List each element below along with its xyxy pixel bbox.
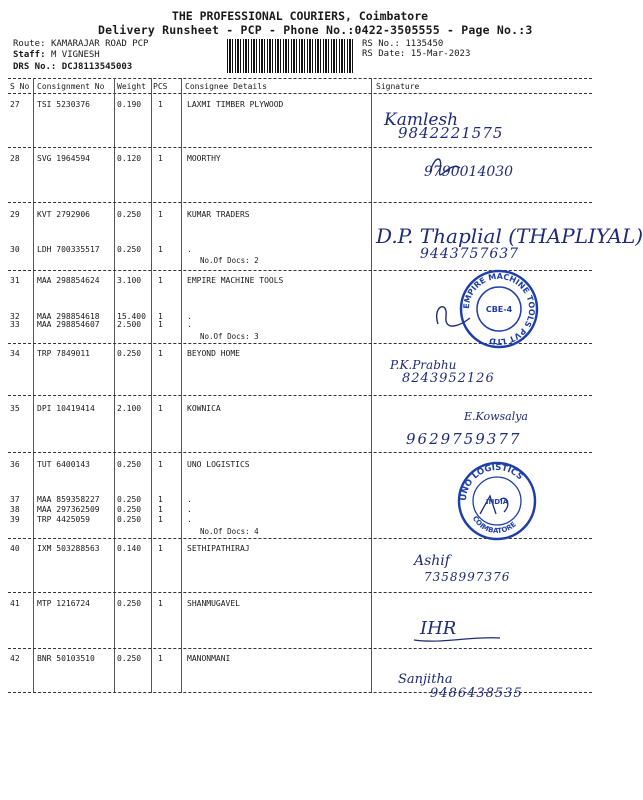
staff-label: Staff: (13, 50, 46, 60)
row-pcs: 1 (158, 654, 163, 663)
row-consignee: SETHIPATHIRAJ (187, 544, 250, 553)
rs-no-value: 1135450 (405, 39, 444, 49)
row-consignee: . (187, 515, 192, 524)
row-sno: 28 (10, 154, 20, 163)
row-pcs: 1 (158, 505, 163, 514)
row-weight: 0.250 (117, 654, 142, 663)
row-consignee: KUMAR TRADERS (187, 210, 250, 219)
empire-stamp-center-text: CBE-4 (485, 305, 513, 314)
row-separator (8, 395, 592, 396)
row-pcs: 1 (158, 544, 163, 553)
row-weight: 0.250 (117, 460, 142, 469)
rs-date-value: 15-Mar-2023 (410, 49, 471, 59)
signature-phone: 9486438535 (430, 686, 523, 701)
row-consignment-no: DPI 10419414 (37, 404, 95, 413)
row-consignee: SHANMUGAVEL (187, 599, 240, 608)
row-sno: 32 (10, 312, 20, 321)
col-divider (114, 78, 115, 693)
col-header-consignment: Consignment No (37, 82, 105, 91)
row-consignment-no: TSI 5230376 (37, 100, 90, 109)
col-header-weight: Weight (117, 82, 146, 91)
row-consignee: . (187, 495, 192, 504)
row-consignment-no: LDH 700335517 (37, 245, 100, 254)
runsheet-title: Delivery Runsheet - PCP - Phone No.:0422-3505555 - Page No.:3 (98, 23, 533, 37)
signature-phone: 8243952126 (402, 371, 495, 386)
rs-date-label: RS Date: (362, 49, 406, 59)
row-sno: 41 (10, 599, 20, 608)
row-consignment-no: MAA 297362509 (37, 505, 100, 514)
row-pcs: 1 (158, 100, 163, 109)
staff-line (13, 50, 100, 60)
row-consignment-no: KVT 2792906 (37, 210, 90, 219)
col-divider (371, 78, 372, 693)
row-sno: 36 (10, 460, 20, 469)
row-weight: 0.140 (117, 544, 142, 553)
signature-phone: 9443757637 (420, 246, 520, 262)
col-header-pcs: PCS (153, 82, 168, 91)
row-sno: 29 (10, 210, 20, 219)
rs-no-label: RS No.: (362, 39, 400, 49)
row-consignee: . (187, 245, 192, 254)
row-consignee: . (187, 312, 192, 321)
drs-label: DRS No.: (13, 62, 57, 72)
signature-phone: 9842221575 (398, 124, 504, 142)
row-pcs: 1 (158, 495, 163, 504)
row-consignment-no: MAA 298854607 (37, 320, 100, 329)
row-sno: 37 (10, 495, 20, 504)
row-sno: 39 (10, 515, 20, 524)
signature-phone: 7358997376 (424, 570, 511, 584)
row-sno: 27 (10, 100, 20, 109)
row-consignment-no: MAA 298854624 (37, 276, 100, 285)
empire-stamp-ring-text: EMPIRE MACHINE TOOLS PVT LTD (461, 271, 537, 347)
empire-stamp (458, 268, 540, 350)
row-consignee: MANONMANI (187, 654, 231, 663)
row-pcs: 1 (158, 460, 163, 469)
row-pcs: 1 (158, 515, 163, 524)
row-weight: 3.100 (117, 276, 142, 285)
row-pcs: 1 (158, 154, 163, 163)
row-weight: 15.400 (117, 312, 146, 321)
signature-phone: 9629759377 (406, 430, 522, 448)
route-value: KAMARAJAR ROAD PCP (50, 39, 149, 49)
row-consignment-no: MAA 298854618 (37, 312, 100, 321)
col-header-consignee: Consignee Details (185, 82, 267, 91)
route-line (13, 39, 148, 49)
row-consignment-no: TRP 7849011 (37, 349, 90, 358)
row-pcs: 1 (158, 320, 163, 329)
row-weight: 0.120 (117, 154, 142, 163)
row-weight: 0.250 (117, 599, 142, 608)
row-weight: 2.100 (117, 404, 142, 413)
row-pcs: 1 (158, 245, 163, 254)
row-consignee: EMPIRE MACHINE TOOLS (187, 276, 284, 285)
row-sno: 42 (10, 654, 20, 663)
row-consignment-no: TUT 6400143 (37, 460, 90, 469)
rs-no-line (362, 39, 443, 49)
doc-count: No.Of Docs: 4 (200, 527, 259, 536)
row-consignment-no: BNR 50103510 (37, 654, 95, 663)
signature-name: IHR (420, 618, 457, 639)
row-pcs: 1 (158, 312, 163, 321)
company-title: THE PROFESSIONAL COURIERS, Coimbatore (171, 9, 429, 23)
row-sno: 31 (10, 276, 20, 285)
signature-name: Sanjitha (398, 672, 453, 687)
row-pcs: 1 (158, 276, 163, 285)
row-consignee: KOWNICA (187, 404, 221, 413)
table-header-rule (8, 93, 592, 94)
row-weight: 0.250 (117, 349, 142, 358)
signature-name: D.P. Thaplial (THAPLIYAL) (376, 224, 643, 248)
row-weight: 2.500 (117, 320, 142, 329)
signature-name: Kamlesh (384, 110, 459, 130)
row-weight: 0.190 (117, 100, 142, 109)
row-weight: 0.250 (117, 245, 142, 254)
row-pcs: 1 (158, 210, 163, 219)
row-pcs: 1 (158, 404, 163, 413)
rs-date-line (362, 49, 470, 59)
row-weight: 0.250 (117, 210, 142, 219)
signature-name: E.Kowsalya (464, 410, 528, 423)
col-divider (151, 78, 152, 693)
signature-underline (412, 628, 502, 648)
drs-value: DCJ8113545003 (61, 62, 133, 72)
signature-phone: 9790014030 (424, 164, 514, 180)
row-separator (8, 147, 592, 148)
signature-name: Ashif (414, 553, 450, 569)
row-sno: 34 (10, 349, 20, 358)
row-sno: 30 (10, 245, 20, 254)
doc-count: No.Of Docs: 3 (200, 332, 259, 341)
col-divider (181, 78, 182, 693)
row-consignment-no: SVG 1964594 (37, 154, 90, 163)
table-top-rule (8, 78, 592, 79)
uno-stamp-bottom-text: COIMBATORE (470, 514, 518, 536)
row-consignee: MOORTHY (187, 154, 221, 163)
row-consignment-no: IXM 503288563 (37, 544, 100, 553)
row-consignee: . (187, 320, 192, 329)
row-pcs: 1 (158, 599, 163, 608)
barcode (227, 39, 355, 73)
col-header-signature: Signature (376, 82, 420, 91)
uno-stamp-center-text: INDIA (485, 498, 509, 506)
row-pcs: 1 (158, 349, 163, 358)
row-weight: 0.250 (117, 505, 142, 514)
row-weight: 0.250 (117, 495, 142, 504)
uno-stamp-top-text: UNO LOGISTICS (458, 462, 525, 502)
row-consignee: BEYOND HOME (187, 349, 240, 358)
row-sno: 35 (10, 404, 20, 413)
row-weight: 0.250 (117, 515, 142, 524)
uno-stamp (456, 460, 538, 542)
row-separator (8, 452, 592, 453)
route-label: Route: (13, 39, 46, 49)
col-divider (33, 78, 34, 693)
drs-line (13, 62, 132, 72)
row-separator (8, 648, 592, 649)
staff-value: M VIGNESH (50, 50, 100, 60)
col-header-sno: S No (10, 82, 30, 91)
row-consignee: LAXMI TIMBER PLYWOOD (187, 100, 284, 109)
row-sno: 33 (10, 320, 20, 329)
row-consignment-no: TRP 4425059 (37, 515, 90, 524)
doc-count: No.Of Docs: 2 (200, 256, 259, 265)
row-sno: 38 (10, 505, 20, 514)
row-sno: 40 (10, 544, 20, 553)
row-consignment-no: MTP 1216724 (37, 599, 90, 608)
row-separator (8, 592, 592, 593)
row-consignee: . (187, 505, 192, 514)
row-consignee: UNO LOGISTICS (187, 460, 250, 469)
row-separator (8, 202, 592, 203)
signature-name: P.K.Prabhu (390, 358, 457, 372)
row-consignment-no: MAA 859358227 (37, 495, 100, 504)
